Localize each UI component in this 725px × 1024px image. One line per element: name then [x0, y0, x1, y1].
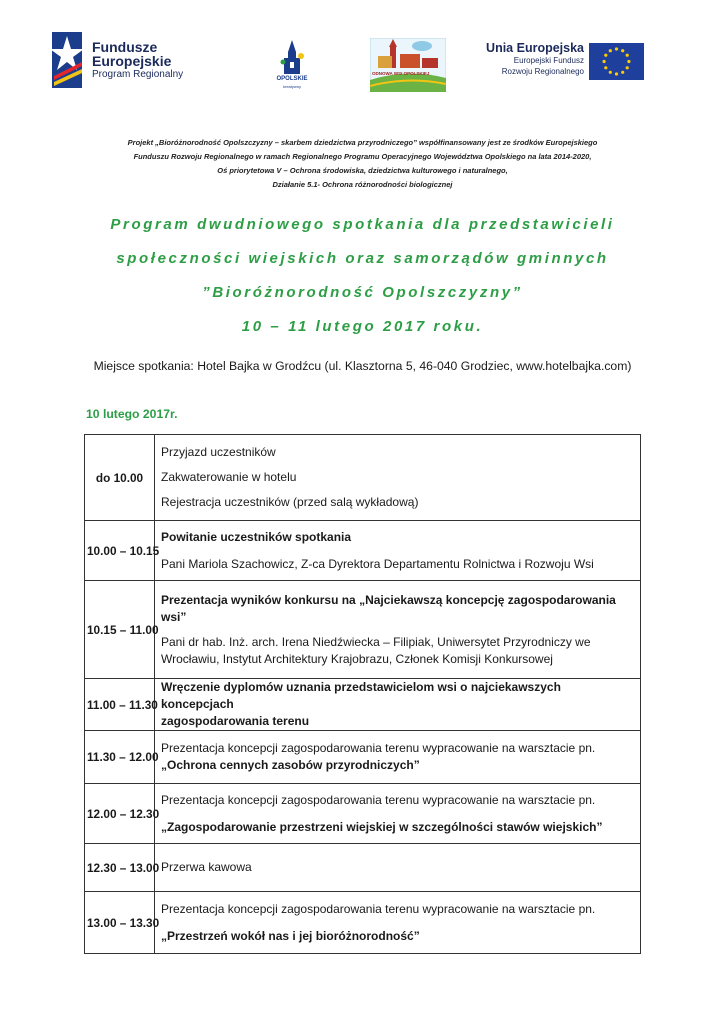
fundusze-europejskie-logo: [52, 32, 192, 90]
agenda-time: 12.00 – 12.30: [85, 784, 155, 844]
table-row: [85, 521, 641, 581]
ue-line3: Rozwoju Regionalnego: [501, 66, 584, 76]
agenda-bold-line: wsi”: [161, 609, 187, 624]
agenda-line: Prezentacja koncepcji zagospodarowania terenu wypracowanie na warsztacie pn.: [161, 741, 596, 755]
agenda-time: 10.00 – 10.15: [85, 521, 155, 581]
agenda-desc: [155, 679, 641, 731]
fundusze-star-icon: [52, 32, 86, 88]
odnowa-label: ODNOWA WSI OPOLSKIEJ: [372, 71, 430, 76]
agenda-bold-line: „Zagospodarowanie przestrzeni wiejskiej w szczególności stawów wiejskich”: [161, 819, 603, 834]
agenda-time: 13.00 – 13.30: [85, 892, 155, 954]
fe-line3: Program Regionalny: [92, 69, 184, 80]
agenda-line: Pani dr hab. Inż. arch. Irena Niedźwiecka – Filipiak, Uniwersytet Przyrodniczy we: [161, 634, 591, 649]
agenda-desc: [155, 581, 641, 679]
odnowa-village-icon: [370, 38, 446, 92]
opolskie-logo: [274, 38, 310, 92]
agenda-line: Zakwaterowanie w hotelu: [161, 470, 297, 484]
unia-europejska-text: [478, 40, 584, 77]
agenda-line: Rejestracja uczestników (przed salą wykładową): [161, 495, 419, 509]
agenda-desc: [155, 844, 641, 892]
eu-flag-icon: [589, 43, 644, 80]
ue-line2: Europejski Fundusz: [513, 56, 584, 65]
table-row: [85, 731, 641, 784]
agenda-line: Prezentacja koncepcji zagospodarowania terenu wypracowanie na warsztacie pn.: [161, 792, 596, 807]
title-line2: społeczności wiejskich oraz samorządów gminnych: [116, 250, 609, 267]
agenda-bold-line: zagospodarowania terenu: [161, 714, 310, 728]
venue-info: Miejsce spotkania: Hotel Bajka w Grodźcu (ul. Klasztorna 5, 46-040 Grodziec, www.hotelbajka.com): [93, 359, 632, 373]
table-row: [85, 435, 641, 521]
table-row: [85, 784, 641, 844]
agenda-bold-line: Prezentacja wyników konkursu na „Najciekawszą koncepcję zagospodarowania: [161, 592, 616, 607]
agenda-line: Pani Mariola Szachowicz, Z-ca Dyrektora Departamentu Rolnictwa i Rozwoju Wsi: [161, 556, 594, 571]
odnowa-wsi-logo: [370, 38, 446, 92]
agenda-bold-line: Wręczenie dyplomów uznania przedstawicielom wsi o najciekawszych koncepcjach: [161, 680, 561, 711]
agenda-table: [84, 434, 641, 954]
opolskie-label: OPOLSKIE: [276, 76, 308, 82]
table-row: [85, 679, 641, 731]
table-row: [85, 892, 641, 954]
agenda-time: 10.15 – 11.00: [85, 581, 155, 679]
agenda-desc: [155, 435, 641, 521]
agenda-bold-line: „Przestrzeń wokół nas i jej bioróżnorodność”: [161, 928, 420, 943]
agenda-desc: [155, 731, 641, 784]
agenda-time: do 10.00: [85, 435, 155, 521]
agenda-line: Przerwa kawowa: [161, 860, 252, 874]
agenda-time: 11.30 – 12.00: [85, 731, 155, 784]
project-description: [60, 136, 665, 192]
agenda-desc: [155, 892, 641, 954]
agenda-line: Prezentacja koncepcji zagospodarowania terenu wypracowanie na warsztacie pn.: [161, 901, 596, 916]
opolskie-sublabel: kreatywny: [282, 84, 301, 89]
project-line1: Projekt „Bioróżnorodność Opolszczyzny – skarbem dziedzictwa przyrodniczego” współfinansowany jest ze środków Europejskiego: [127, 138, 598, 147]
project-line3: Oś priorytetowa V – Ochrona środowiska, dziedzictwa kulturowego i naturalnego,: [217, 166, 508, 175]
title-line3: ”Bioróżnorodność Opolszczyzny”: [202, 284, 523, 301]
agenda-time: 11.00 – 11.30: [85, 679, 155, 731]
document-title: [40, 208, 685, 344]
agenda-line: Przyjazd uczestników: [161, 445, 276, 459]
agenda-desc: [155, 784, 641, 844]
title-line1: Program dwudniowego spotkania dla przedstawicieli: [110, 216, 615, 233]
agenda-bold-line: Powitanie uczestników spotkania: [161, 529, 352, 544]
opolskie-tower-icon: [274, 38, 310, 78]
logo-bar: [0, 30, 725, 100]
day-heading: 10 lutego 2017r.: [86, 407, 178, 421]
project-line4: Działanie 5.1- Ochrona różnorodności biologicznej: [272, 180, 453, 189]
title-line4: 10 – 11 lutego 2017 roku.: [241, 318, 484, 335]
table-row: [85, 581, 641, 679]
table-row: [85, 844, 641, 892]
project-line2: Funduszu Rozwoju Regionalnego w ramach Regionalnego Programu Operacyjnego Województwa Opolskiego na lata 2014-2020,: [133, 152, 592, 161]
fe-line2: Europejskie: [92, 53, 172, 69]
fe-line1: Fundusze: [92, 39, 158, 55]
eu-flag: [589, 43, 644, 80]
agenda-line: Wrocławiu, Instytut Architektury Krajobrazu, Członek Komisji Konkursowej: [161, 651, 553, 666]
ue-line1: Unia Europejska: [486, 41, 584, 55]
agenda-desc: [155, 521, 641, 581]
agenda-time: 12.30 – 13.00: [85, 844, 155, 892]
agenda-bold-line: „Ochrona cennych zasobów przyrodniczych”: [161, 758, 420, 772]
